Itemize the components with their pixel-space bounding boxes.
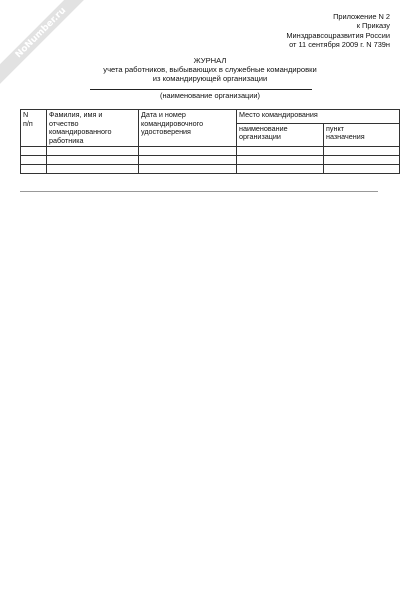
journal-title: ЖУРНАЛ <box>193 56 227 65</box>
header-place: Место командирования <box>237 110 400 124</box>
appendix-line: Минздравсоцразвития России <box>286 30 390 40</box>
appendix-reference <box>286 12 390 50</box>
table-row <box>21 165 400 174</box>
table-row <box>21 147 400 156</box>
journal-subtitle-line: из командирующей организации <box>152 74 268 84</box>
table-row <box>21 156 400 165</box>
table-header-row <box>21 110 400 124</box>
appendix-line: от 11 сентября 2009 г. N 739н <box>289 40 390 50</box>
appendix-line: к Приказу <box>356 21 390 31</box>
watermark-text: NoNumber.ru <box>13 5 69 61</box>
appendix-line: Приложение N 2 <box>333 12 390 21</box>
header-full-name: Фамилия, имя и отчество командированного работника <box>47 110 139 147</box>
header-certificate: Дата и номер командировочного удостоверения <box>139 110 237 147</box>
header-destination: пункт назначения <box>324 123 400 147</box>
organization-name-line <box>90 89 312 90</box>
header-organization-name: наименование организации <box>237 123 324 147</box>
journal-heading <box>0 56 420 84</box>
header-number: N п/п <box>21 110 47 147</box>
journal-subtitle-line: учета работников, выбывающих в служебные командировки <box>103 65 317 75</box>
footer-divider <box>20 191 378 192</box>
organization-caption: (наименование организации) <box>159 91 260 100</box>
journal-table <box>20 109 400 174</box>
